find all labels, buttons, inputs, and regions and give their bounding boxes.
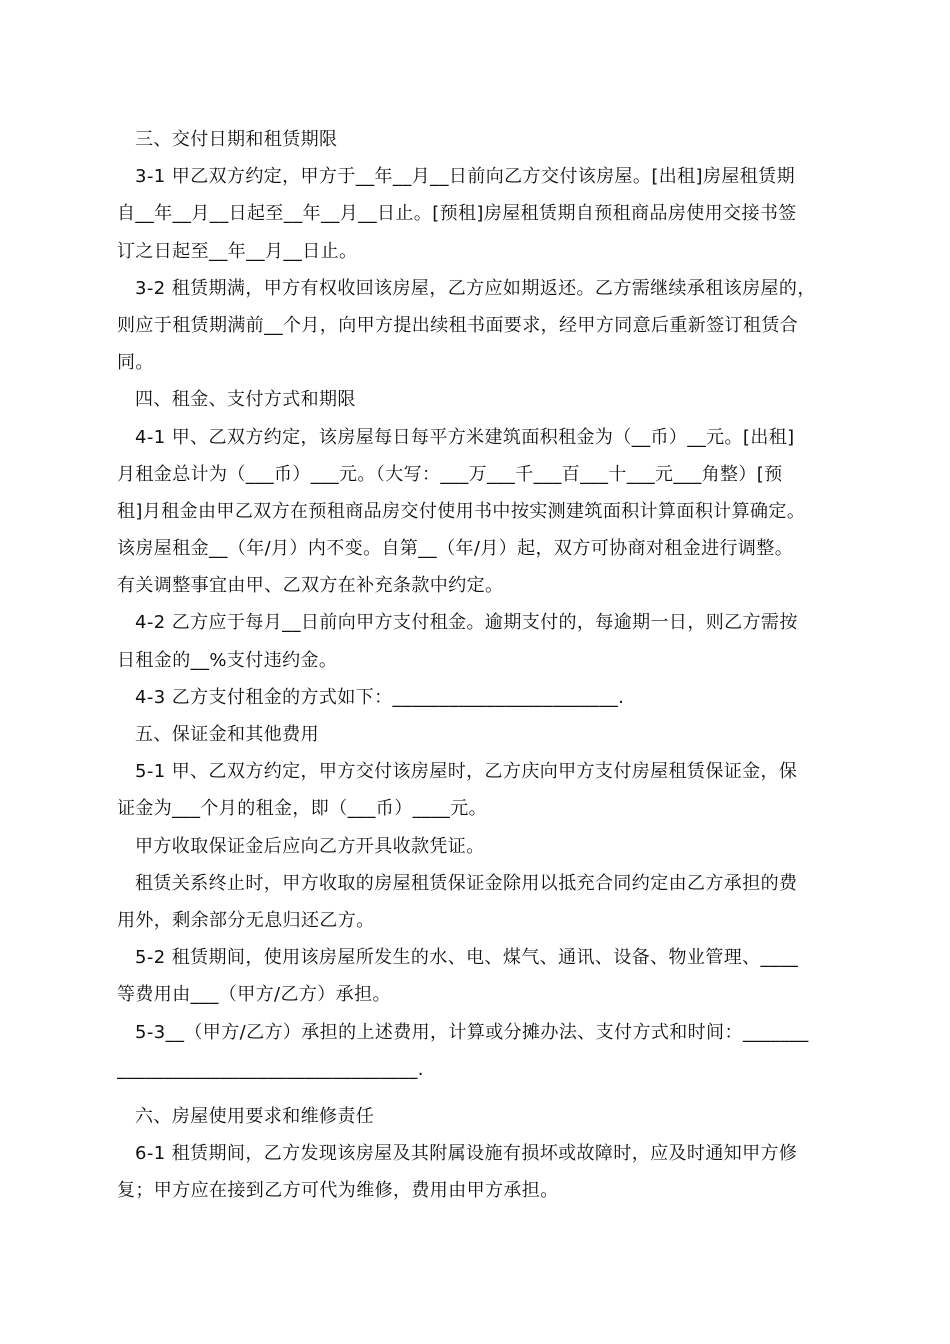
clause-4-1-line-5: 有关调整事宜由甲、乙双方在补充条款中约定。: [117, 575, 504, 597]
clause-5-1-line-4: 租赁关系终止时，甲方收取的房屋租赁保证金除用以抵充合同约定由乙方承担的费: [135, 872, 798, 894]
clause-5-2-line-2: 等费用由___（甲方/乙方）承担。: [117, 984, 391, 1006]
clause-5-1-line-3: 甲方收取保证金后应向乙方开具收款凭证。: [135, 835, 485, 857]
clause-6-1-line-2: 复；甲方应在接到乙方可代为维修，费用由甲方承担。: [117, 1180, 559, 1202]
section-heading-4: 四、租金、支付方式和期限: [135, 389, 356, 411]
section-heading-3: 三、交付日期和租赁期限: [135, 129, 338, 150]
clause-4-1-line-2: 月租金总计为（___币）___元。（大写：___万___千___百___十___元___角整）[预: [117, 463, 783, 485]
clause-4-2-line-1: 4-2 乙方应于每月__日前向甲方支付租金。逾期支付的，每逾期一日，则乙方需按: [135, 612, 798, 634]
clause-4-1-line-3: 租]月租金由甲乙双方在预租商品房交付使用书中按实测建筑面积计算面积计算确定。: [117, 500, 806, 522]
clause-5-3-line-2: ________________________________.: [117, 1058, 424, 1080]
clause-4-1-line-1: 4-1 甲、乙双方约定，该房屋每日每平方米建筑面积租金为（__币）__元。[出租]: [135, 426, 795, 448]
paragraph-gap: [117, 1088, 837, 1098]
clause-5-3-line-1: 5-3__（甲方/乙方）承担的上述费用，计算或分摊办法、支付方式和时间：_______: [135, 1021, 809, 1043]
clause-3-2-line-3: 同。: [117, 352, 154, 374]
clause-5-1-line-5: 用外，剩余部分无息归还乙方。: [117, 909, 375, 931]
clause-3-2-line-1: 3-2 租赁期满，甲方有权收回该房屋，乙方应如期返还。乙方需继续承租该房屋的，: [135, 277, 816, 299]
clause-4-3: 4-3 乙方支付租金的方式如下：________________________.: [135, 686, 625, 708]
clause-3-2-line-2: 则应于租赁期满前__个月，向甲方提出续租书面要求，经甲方同意后重新签订租赁合: [117, 314, 799, 336]
clause-5-2-line-1: 5-2 租赁期间，使用该房屋所发生的水、电、煤气、通讯、设备、物业管理、____: [135, 947, 799, 969]
clause-5-1-line-1: 5-1 甲、乙双方约定，甲方交付该房屋时，乙方庆向甲方支付房屋租赁保证金，保: [135, 761, 798, 783]
clause-4-1-line-4: 该房屋租金__（年/月）内不变。自第__（年/月）起，双方可协商对租金进行调整。: [117, 538, 794, 560]
clause-4-2-line-2: 日租金的__%支付违约金。: [117, 649, 338, 671]
clause-5-1-line-2: 证金为___个月的租金，即（___币）____元。: [117, 798, 487, 820]
document-body: [117, 121, 837, 1209]
clause-3-1-line-1: 3-1 甲乙双方约定，甲方于__年__月__日前向乙方交付该房屋。[出租]房屋租赁期: [135, 166, 795, 188]
section-heading-5: 五、保证金和其他费用: [135, 724, 319, 745]
clause-6-1-line-1: 6-1 租赁期间，乙方发现该房屋及其附属设施有损坏或故障时，应及时通知甲方修: [135, 1143, 798, 1165]
clause-3-1-line-3: 订之日起至__年__月__日止。: [117, 240, 358, 262]
section-heading-6: 六、房屋使用要求和维修责任: [135, 1105, 375, 1127]
clause-3-1-line-2: 自__年__月__日起至__年__月__日止。[预租]房屋租赁期自预租商品房使用交接书签: [117, 203, 797, 225]
